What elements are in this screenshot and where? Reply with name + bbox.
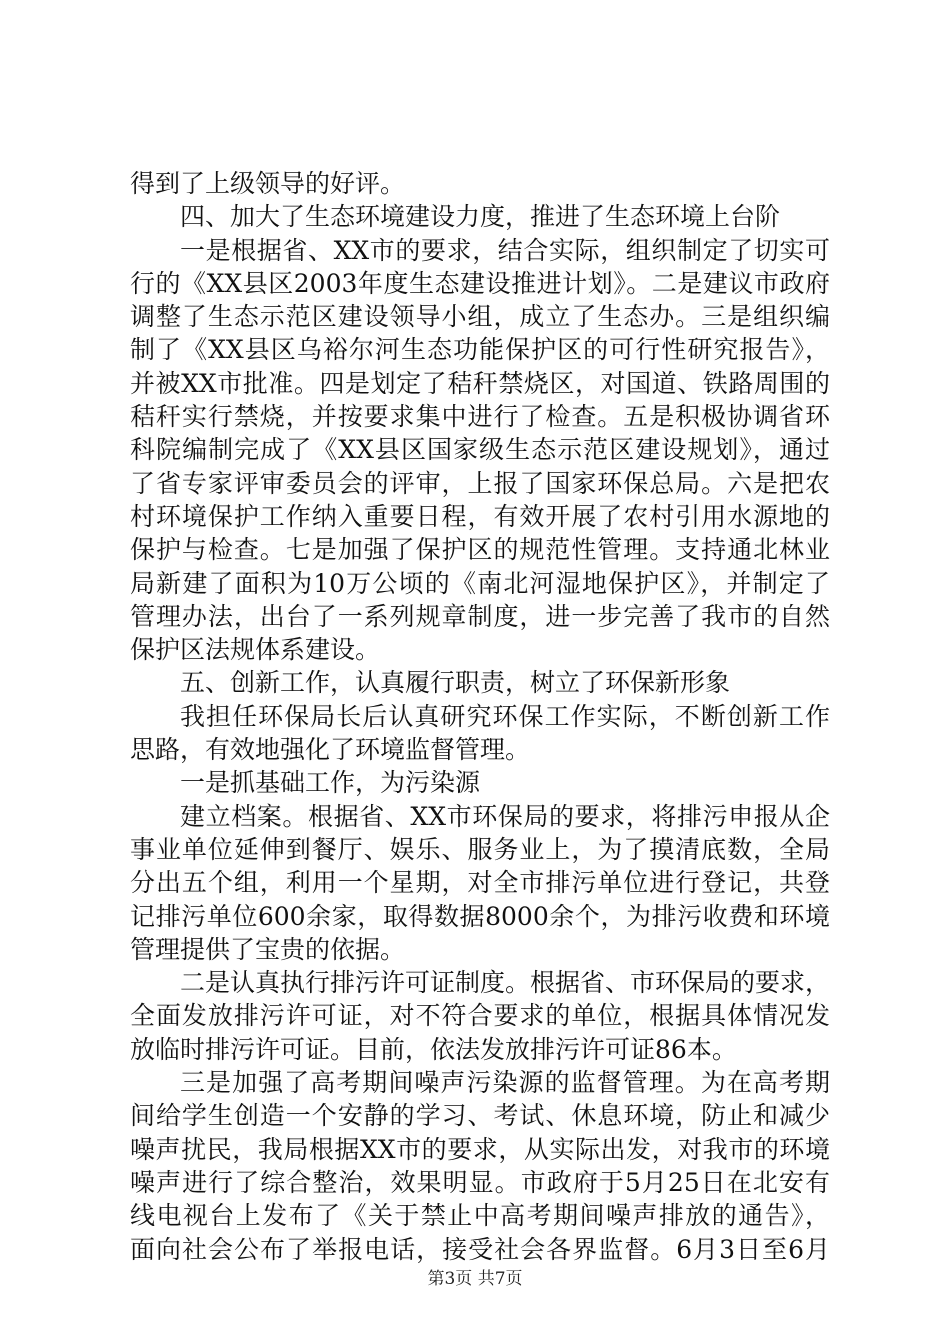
text-line: 全面发放排污许可证，对不符合要求的单位，根据具体情况发 <box>130 1001 830 1031</box>
text-line: 间给学生创造一个安静的学习、考试、休息环境，防止和减少 <box>130 1101 830 1131</box>
text-line: 局新建了面积为10万公顷的《南北河湿地保护区》，并制定了 <box>130 568 830 598</box>
text-line: 保护区法规体系建设。 <box>130 635 381 665</box>
text-line: 秸秆实行禁烧，并按要求集中进行了检查。五是积极协调省环 <box>130 402 830 432</box>
text-line: 五、创新工作，认真履行职责，树立了环保新形象 <box>180 668 731 698</box>
text-line: 保护与检查。七是加强了保护区的规范性管理。支持通北林业 <box>130 535 830 565</box>
text-line: 噪声进行了综合整治，效果明显。市政府于5月25日在北安有 <box>130 1167 830 1197</box>
text-line: 思路，有效地强化了环境监督管理。 <box>130 735 531 765</box>
text-line: 科院编制完成了《XX县区国家级生态示范区建设规划》，通过 <box>130 435 830 465</box>
text-line: 二是认真执行排污许可证制度。根据省、市环保局的要求， <box>180 968 830 998</box>
text-line: 放临时排污许可证。目前，依法发放排污许可证86本。 <box>130 1034 737 1064</box>
text-line: 管理办法，出台了一系列规章制度，进一步完善了我市的自然 <box>130 601 830 631</box>
text-line: 四、加大了生态环境建设力度，推进了生态环境上台阶 <box>180 202 781 232</box>
text-line: 事业单位延伸到餐厅、娱乐、服务业上，为了摸清底数，全局 <box>130 834 830 864</box>
text-line: 建立档案。根据省、XX市环保局的要求，将排污申报从企 <box>180 801 830 831</box>
text-line: 分出五个组，利用一个星期，对全市排污单位进行登记，共登 <box>130 868 830 898</box>
page-footer: 第3页 共7页 <box>427 1269 523 1289</box>
text-line: 制了《XX县区乌裕尔河生态功能保护区的可行性研究报告》， <box>130 335 830 365</box>
text-line: 记排污单位600余家，取得数据8000余个，为排污收费和环境 <box>130 901 830 931</box>
text-line: 一是根据省、XX市的要求，结合实际，组织制定了切实可 <box>180 235 830 265</box>
text-line: 得到了上级领导的好评。 <box>130 169 406 198</box>
text-line: 并被XX市批准。四是划定了秸秆禁烧区，对国道、铁路周围的 <box>130 368 830 398</box>
text-line: 行的《XX县区2003年度生态建设推进计划》。二是建议市政府 <box>130 268 830 298</box>
text-line: 噪声扰民，我局根据XX市的要求，从实际出发，对我市的环境 <box>130 1134 830 1164</box>
text-line: 调整了生态示范区建设领导小组，成立了生态办。三是组织编 <box>130 302 830 332</box>
text-line: 我担任环保局长后认真研究环保工作实际，不断创新工作 <box>180 701 830 731</box>
text-line: 了省专家评审委员会的评审，上报了国家环保总局。六是把农 <box>130 468 830 498</box>
text-line: 一是抓基础工作，为污染源 <box>180 768 481 798</box>
text-line: 村环境保护工作纳入重要日程，有效开展了农村引用水源地的 <box>130 501 830 531</box>
text-line: 管理提供了宝贵的依据。 <box>130 934 406 964</box>
text-line: 面向社会公布了举报电话，接受社会各界监督。6月3日至6月 <box>130 1234 830 1264</box>
text-line: 三是加强了高考期间噪声污染源的监督管理。为在高考期 <box>180 1068 830 1098</box>
text-line: 线电视台上发布了《关于禁止中高考期间噪声排放的通告》， <box>130 1201 830 1231</box>
document-body <box>130 167 830 1266</box>
